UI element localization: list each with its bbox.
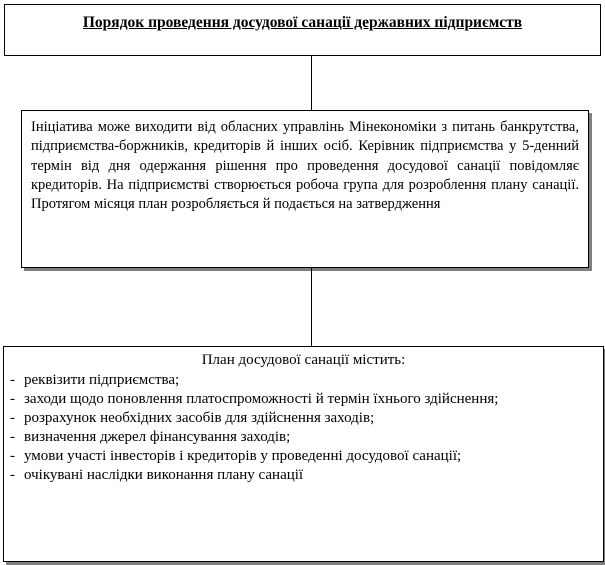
plan-box (3, 346, 604, 562)
plan-item: - очікувані наслідки виконання плану санації (10, 466, 589, 485)
title-box (4, 4, 601, 56)
connector-line-top (311, 56, 312, 110)
initiative-text: Ініціатива може виходити від обласних управлінь Мінекономіки з питань банкрутства, підприємства-боржників, кредиторів й інших осіб. Керівник підприємства у 5-денний термін від дня одержання рішення про проведення досудової санації повідомляє кредиторів. На підприємстві створюється робоча група для розроблення плану санації. Протягом місяця план розробляється й подається на затвердження (31, 119, 579, 213)
plan-heading: План досудової санації містить: (201, 352, 406, 368)
initiative-box (21, 110, 589, 268)
plan-item: - заходи щодо поновлення платоспроможності й термін їхнього здійснення; (10, 390, 589, 409)
plan-item: - реквізити підприємства; (10, 371, 589, 390)
plan-item: - визначення джерел фінансування заходів; (10, 428, 589, 447)
diagram-title: Порядок проведення досудової санації державних підприємств (82, 14, 523, 31)
plan-item: - умови участі інвесторів і кредиторів у проведенні досудової санації; (10, 447, 589, 466)
connector-line-bottom (311, 268, 312, 346)
plan-item: - розрахунок необхідних засобів для здійснення заходів; (10, 409, 589, 428)
plan-items-list (10, 371, 589, 485)
